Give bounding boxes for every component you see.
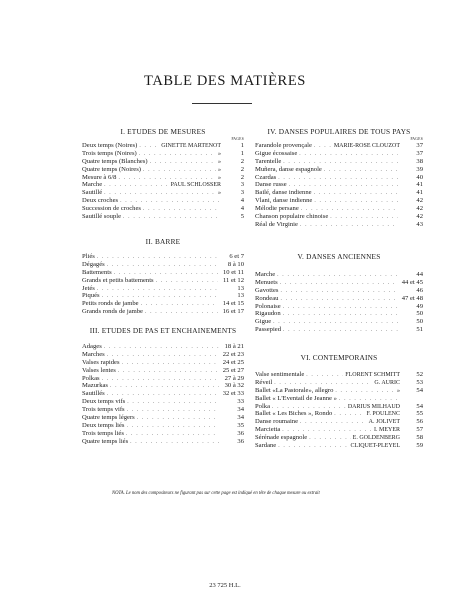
toc-entry [255, 442, 423, 450]
dot-leader [143, 167, 216, 175]
pages-label: PAGES [410, 137, 423, 141]
entry-title: Trois temps liés [82, 429, 124, 437]
toc-entry [255, 310, 423, 318]
entry-page: 1 [240, 149, 244, 157]
dot-leader [314, 143, 332, 151]
entry-title: Deux temps vifs [82, 398, 126, 406]
section-etudes-de-mesures [82, 127, 244, 221]
entry-title: Mazurkas [82, 382, 108, 390]
entry-page: 39 [416, 165, 423, 173]
entry-title: Rondeau [255, 294, 279, 302]
toc-entry [255, 189, 423, 197]
entry-page: 44 et 45 [401, 278, 423, 286]
toc-entry [255, 158, 423, 166]
entry-page: 37 [416, 142, 423, 149]
toc-entry [82, 261, 244, 269]
toc-entry [82, 174, 244, 182]
entry-page: 34 [237, 406, 244, 414]
toc-entry [82, 390, 244, 398]
section-barre [82, 237, 244, 316]
toc-entry [82, 205, 244, 213]
entry-title: Trois temps vifs [82, 406, 125, 414]
entry-composer: FLORENT SCHMITT [345, 372, 400, 378]
entry-page: 46 [416, 286, 423, 294]
dot-leader [278, 443, 348, 451]
entry-composer: » [218, 158, 221, 165]
toc-entry [82, 253, 244, 261]
dot-leader [283, 311, 398, 319]
entry-title: Deux temps liés [82, 421, 125, 429]
entry-page: 18 à 21 [224, 343, 244, 350]
toc-entry [82, 142, 244, 150]
toc-entry [82, 430, 244, 438]
entry-page: 42 [416, 213, 423, 221]
entry-page: 2 [240, 157, 244, 165]
dot-leader [102, 376, 219, 384]
section-title: V. DANSES ANCIENNES [297, 252, 381, 261]
entry-page: 2 [240, 173, 244, 181]
entry-title: Marche [82, 181, 103, 189]
entry-page: 47 et 48 [401, 294, 423, 302]
toc-entry [82, 382, 244, 390]
entry-title: Mélodie persane [255, 205, 299, 213]
toc-entry [255, 150, 423, 158]
entry-title: Sérénade espagnole [255, 434, 308, 442]
entry-page: 25 et 27 [222, 366, 244, 374]
dot-leader [139, 143, 159, 151]
dot-leader [330, 214, 398, 222]
toc-entry [82, 359, 244, 367]
entry-page: 3 [240, 181, 244, 189]
dot-leader [143, 206, 219, 214]
entry-title: Quatre temps liés [82, 437, 129, 445]
toc-entry [82, 292, 244, 300]
entry-page: 49 [416, 302, 423, 310]
entry-title: Deux croches [82, 197, 119, 205]
entry-page: 6 et 7 [229, 253, 244, 260]
entry-page: 3 [240, 189, 244, 197]
entry-title: Passepied [255, 326, 282, 334]
entry-title: Trois temps (Noires) [82, 149, 137, 157]
dot-leader [156, 278, 218, 286]
toc-entry [82, 343, 244, 351]
section-contemporains [255, 353, 423, 450]
entry-title: Réveil [255, 378, 273, 386]
dot-leader [118, 368, 218, 376]
dot-leader [283, 304, 398, 312]
entry-page: 42 [416, 197, 423, 205]
dot-leader [97, 286, 219, 294]
section-etudes-de-pas [82, 326, 244, 446]
toc-entry [255, 295, 423, 303]
entry-composer: CLIQUET-PLEYEL [350, 443, 400, 450]
entry-composer: A. JOLIVET [368, 419, 400, 426]
toc-entry [255, 181, 423, 189]
entry-page: 50 [416, 310, 423, 318]
entry-composer: DARIUS MILHAUD [347, 403, 400, 410]
section-title: II. BARRE [145, 237, 181, 246]
entry-title: Polonaise [255, 302, 281, 310]
dot-leader [127, 399, 219, 407]
entry-title: Succession de croches [82, 205, 141, 213]
entry-title: Ballet «La Pastorale», allegro [255, 386, 334, 394]
dot-leader [300, 419, 367, 427]
entry-composer: » [218, 150, 221, 157]
section-title: I. ETUDES DE MESURES [120, 127, 206, 136]
entry-page: 44 [416, 271, 423, 278]
toc-entry [82, 308, 244, 316]
entry-title: Danse roumaine [255, 418, 299, 426]
entry-title: Ballet « Les Biches », Rondo [255, 410, 333, 418]
toc-entry [255, 395, 423, 403]
entry-page: 33 [237, 398, 244, 406]
dot-leader [334, 411, 364, 419]
entry-composer: » [218, 190, 221, 197]
entry-title: Sautillé souple [82, 213, 122, 221]
entry-page: 55 [416, 410, 423, 418]
toc-entry [255, 271, 423, 279]
dot-leader [324, 167, 398, 175]
toc-entry [82, 438, 244, 446]
toc-entry [255, 418, 423, 426]
entry-title: Ballet « L'Eventail de Jeanne » [255, 394, 337, 402]
dot-leader [314, 198, 398, 206]
toc-entry [255, 213, 423, 221]
entry-composer: MARIE-ROSE CLOUZOT [333, 143, 400, 149]
toc-entry [82, 158, 244, 166]
dot-leader [280, 288, 398, 296]
dot-leader [137, 415, 219, 423]
entry-title: Muñera, danse espagnole [255, 165, 322, 173]
toc-entry [255, 279, 423, 287]
entry-title: Jetés [82, 284, 95, 292]
entry-composer: I. MEYER [374, 427, 400, 434]
toc-entry [82, 166, 244, 174]
entry-page: 8 à 10 [227, 260, 244, 268]
entry-page: 2 [240, 165, 244, 173]
dot-leader [107, 352, 218, 360]
entry-page: 1 [240, 142, 244, 149]
entry-page: 51 [416, 326, 423, 334]
entry-page: 54 [416, 402, 423, 410]
entry-page: 57 [416, 426, 423, 434]
section-title: III. ETUDES DE PAS ET ENCHAINEMENTS [89, 326, 237, 335]
entry-page: 22 et 23 [222, 350, 244, 358]
toc-entry [82, 285, 244, 293]
entry-page: 41 [416, 189, 423, 197]
entry-page: 40 [416, 173, 423, 181]
toc-entry [255, 287, 423, 295]
toc-entry [82, 406, 244, 414]
toc-entry [82, 181, 244, 189]
entry-title: Adages [82, 343, 102, 350]
toc-entry [255, 379, 423, 387]
dot-leader [123, 214, 219, 222]
toc-entry [82, 189, 244, 197]
entry-page: 4 [240, 205, 244, 213]
toc-entry [255, 221, 423, 229]
entry-title: Chanson populaire chinoise [255, 213, 329, 221]
entry-title: Battements [82, 268, 112, 276]
entry-page: 43 [416, 220, 423, 228]
dot-leader [306, 372, 343, 380]
toc-entry [82, 414, 244, 422]
entry-page: 42 [416, 205, 423, 213]
toc-entry [82, 269, 244, 277]
dot-leader [283, 327, 398, 335]
toc-entry [82, 213, 244, 221]
entry-page: 16 et 17 [222, 308, 244, 316]
toc-entry [255, 434, 423, 442]
entry-title: Czardas [255, 173, 277, 181]
entry-title: Petits ronds de jambe [82, 300, 139, 308]
dot-leader [130, 439, 219, 447]
entry-composer: PAUL SCHLOSSER [170, 182, 221, 189]
section-title: IV. DANSES POPULAIRES DE TOUS PAYS [267, 127, 411, 136]
entry-title: Polkas [82, 374, 100, 382]
dot-leader [104, 344, 219, 352]
entry-page: 36 [237, 429, 244, 437]
entry-composer: F. POULENC [366, 411, 400, 418]
entry-page: 34 [237, 414, 244, 422]
entry-page: 56 [416, 418, 423, 426]
section-danses-populaires [255, 127, 423, 229]
toc-entry [255, 303, 423, 311]
entry-page: 41 [416, 181, 423, 189]
entry-title: Sautillés [82, 390, 105, 398]
entry-page: 4 [240, 197, 244, 205]
entry-page: 50 [416, 318, 423, 326]
entry-title: Tarentelle [255, 157, 282, 165]
entry-page: 13 [237, 284, 244, 292]
entry-title: Grands ronds de jambe [82, 308, 143, 316]
entry-page: 5 [240, 213, 244, 221]
entry-title: Marche [255, 271, 276, 278]
entry-page: 53 [416, 378, 423, 386]
toc-entry [255, 166, 423, 174]
entry-title: Deux temps (Noires) [82, 142, 138, 149]
catalog-number: 23 725 H.L. [209, 582, 241, 589]
dot-leader [127, 407, 219, 415]
entry-page: 14 et 15 [222, 300, 244, 308]
entry-page: 38 [416, 157, 423, 165]
entry-page: 30 à 32 [224, 382, 244, 390]
entry-title: Piqués [82, 292, 100, 300]
toc-entry [255, 174, 423, 182]
entry-title: Quatre temps (Blanches) [82, 157, 148, 165]
entry-title: Gigue écossaise [255, 149, 298, 157]
toc-entry [82, 422, 244, 430]
toc-entry [255, 197, 423, 205]
dot-leader [107, 262, 219, 270]
entry-title: Gigue [255, 318, 272, 326]
entry-title: Valses rapides [82, 358, 120, 366]
dot-leader [278, 175, 398, 183]
dot-leader [97, 254, 219, 262]
entry-title: Rigaudon [255, 310, 281, 318]
toc-entry [82, 150, 244, 158]
toc-entry [82, 398, 244, 406]
entry-page: 36 [237, 437, 244, 445]
entry-page: 24 et 25 [222, 358, 244, 366]
entry-title: Marches [82, 350, 105, 358]
dot-leader [335, 388, 395, 396]
dot-leader [280, 296, 396, 304]
entry-page: 54 [416, 386, 423, 394]
entry-title: Bailé, danse indienne [255, 189, 312, 197]
toc-entry [255, 326, 423, 334]
section-title: VI. CONTEMPORAINS [300, 353, 378, 362]
entry-title: Valses lentes [82, 366, 116, 374]
entry-composer: » [218, 166, 221, 173]
dot-leader [127, 423, 220, 431]
toc-entry [82, 375, 244, 383]
dot-leader [309, 435, 350, 443]
entry-title: Farandole provençale [255, 142, 312, 149]
toc-entry [82, 300, 244, 308]
toc-entry [255, 387, 423, 395]
toc-entry [82, 197, 244, 205]
entry-title: Sautillé [82, 189, 103, 197]
entry-composer: G. AURIC [374, 379, 400, 386]
dot-leader [300, 222, 398, 230]
toc-entry [255, 142, 423, 150]
entry-composer: GINETTE MARTENOT [161, 143, 221, 149]
dot-leader [339, 396, 398, 404]
section-danses-anciennes [255, 252, 423, 334]
entry-page: 10 et 11 [223, 268, 244, 276]
title-divider [192, 103, 252, 104]
dot-leader [273, 319, 398, 327]
footnote: NOTA. Le nom des compositeurs ne figurant pas sur cette page est indiqué en tête de chaque mesure ou extrait [112, 491, 320, 496]
entry-page: 58 [416, 434, 423, 442]
dot-leader [145, 309, 218, 317]
toc-entry [255, 205, 423, 213]
entry-page: 37 [416, 149, 423, 157]
entry-page: 27 à 29 [224, 374, 244, 382]
dot-leader [141, 301, 218, 309]
page-title: TABLE DES MATIÈRES [144, 73, 306, 89]
toc-entry [255, 426, 423, 434]
toc-entry [82, 277, 244, 285]
dot-leader [314, 190, 398, 198]
entry-page: 11 et 12 [223, 276, 244, 284]
entry-composer: » [218, 174, 221, 181]
toc-entry [255, 318, 423, 326]
entry-page: 52 [416, 371, 423, 378]
entry-page: 32 et 33 [222, 390, 244, 398]
dot-leader [122, 360, 218, 368]
entry-title: Danse russe [255, 181, 287, 189]
entry-title: Pliés [82, 253, 95, 260]
toc-entry [255, 371, 423, 379]
entry-title: Sardane [255, 442, 277, 450]
dot-leader [299, 151, 398, 159]
entry-page: 35 [237, 421, 244, 429]
entry-page: 59 [416, 442, 423, 450]
entry-page: 13 [237, 292, 244, 300]
entry-title: Quatre temps (Noires) [82, 165, 141, 173]
dot-leader [139, 151, 216, 159]
dot-leader [277, 272, 398, 280]
entry-title: Réal de Virginie [255, 220, 298, 228]
dot-leader [110, 383, 219, 391]
dot-leader [118, 175, 216, 183]
dot-leader [104, 190, 216, 198]
toc-entry [255, 410, 423, 418]
toc-entry [255, 403, 423, 411]
toc-entry [82, 367, 244, 375]
entry-title: Vlani, danse indienne [255, 197, 313, 205]
entry-title: Menuets [255, 278, 278, 286]
entry-title: Valse sentimentale [255, 371, 305, 378]
dot-leader [126, 431, 219, 439]
toc-entry [82, 351, 244, 359]
entry-title: Polka [255, 402, 271, 410]
pages-label: PAGES [231, 137, 244, 141]
entry-title: Grands et petits battements [82, 276, 154, 284]
entry-composer: E. GOLDENBERG [352, 435, 400, 442]
entry-title: Marcietta [255, 426, 281, 434]
entry-title: Quatre temps légers [82, 414, 135, 422]
dot-leader [104, 182, 168, 190]
entry-title: Gavottes [255, 286, 279, 294]
entry-composer: » [397, 387, 400, 394]
dot-leader [150, 159, 216, 167]
entry-title: Mesure à 6/8 [82, 173, 117, 181]
entry-title: Dégagés [82, 260, 105, 268]
dot-leader [280, 280, 397, 288]
